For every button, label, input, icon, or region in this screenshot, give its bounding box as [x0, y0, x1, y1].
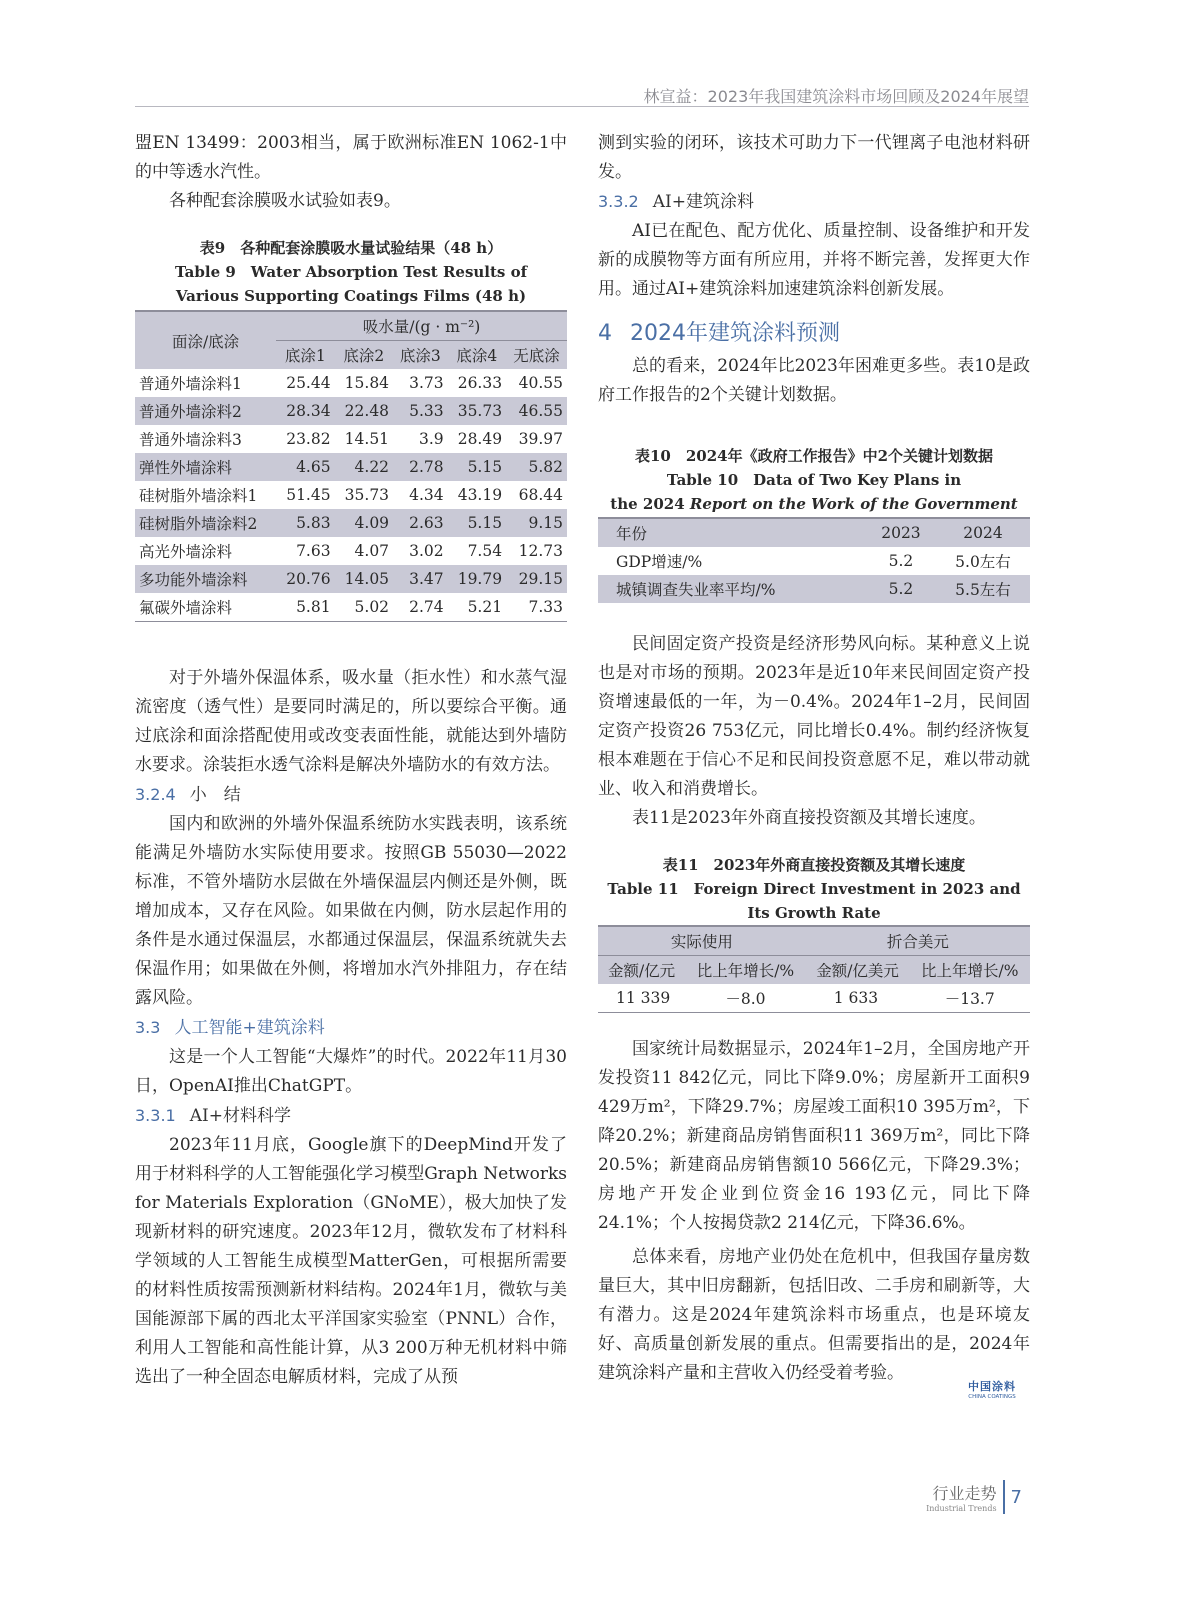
paragraph: 总的看来，2024年比2023年困难更多些。表10是政府工作报告的2个关键计划数据。: [598, 356, 1030, 405]
table-row: [135, 537, 567, 565]
col-header: 2023: [866, 518, 936, 547]
china-coatings-logo: [968, 1378, 1016, 1400]
cell: 51.45: [286, 486, 331, 504]
paragraph: 表11是2023年外商直接投资额及其增长速度。: [632, 808, 986, 828]
page-number: 7: [1010, 1486, 1022, 1508]
cell: 68.44: [518, 486, 563, 504]
col-header: 底涂3: [393, 341, 448, 370]
cell: 25.44: [286, 374, 331, 392]
cell: －8.0: [725, 990, 766, 1008]
cell: 普通外墙涂料3: [139, 431, 242, 449]
section-heading-3-3-2: [598, 187, 1030, 217]
section-title: 人工智能+建筑涂料: [174, 1018, 325, 1038]
paragraph: 测到实验的闭环，该技术可助力下一代锂离子电池材料研发。: [598, 133, 1030, 182]
cell: 5.5左右: [936, 575, 1030, 603]
caption-cn: 表11 2023年外商直接投资额及其增长速度: [662, 856, 966, 874]
cell: 23.82: [286, 430, 331, 448]
caption-italic: Report on the Work of the Government: [689, 495, 1018, 513]
cell: 普通外墙涂料1: [139, 375, 242, 393]
section-title: 2024年建筑涂料预测: [630, 321, 840, 346]
cell: 硅树脂外墙涂料2: [135, 509, 276, 537]
caption-en: Table 10 Data of Two Key Plans in: [666, 471, 962, 489]
cell: 4.34: [409, 486, 444, 504]
right-top: [598, 129, 1030, 410]
cell: 11 339: [616, 989, 671, 1007]
cell: 2.78: [393, 453, 448, 481]
footer: [926, 1480, 1022, 1514]
cell: 5.21: [467, 598, 503, 616]
footer-divider: [1003, 1480, 1005, 1514]
cell: 3.9: [418, 430, 444, 448]
cell: 28.49: [457, 430, 503, 448]
table9-caption: [135, 236, 567, 308]
table-row: [135, 509, 567, 537]
caption-cn: 表9 各种配套涂膜吸水量试验结果（48 h）: [199, 239, 503, 257]
cell: 城镇调查失业率平均/%: [598, 575, 866, 603]
section-number: 4: [598, 321, 612, 346]
cell: 4.07: [354, 542, 390, 560]
cell: 5.81: [296, 598, 331, 616]
cell: 35.73: [344, 486, 390, 504]
cell: 20.76: [276, 565, 334, 593]
running-title: 林宣益：2023年我国建筑涂料市场回顾及2024年展望: [643, 87, 1029, 106]
cell: 22.48: [335, 397, 393, 425]
cell: 7.33: [528, 598, 563, 616]
cell: 14.51: [344, 430, 390, 448]
col-header: 底涂4: [448, 341, 506, 370]
paragraph: 2023年11月底，Google旗下的DeepMind开发了用于材料科学的人工智能强化学习模型Graph Networks for Materials Exploration（GNoME），极大加快了发现新材料的研究速度。2023年12月，微软发布了材料科学领域的人工智能生成模型MatterGen，可根据所需要的材料性质按需预测新材料结构。2024年1月，微软与美国能源部下属的西北太平洋国家实验室（PNNL）合作，利用人工智能和高性能计算，从3 200万种无机材料中筛选出了一种全固态电解质材料，完成了从预: [135, 1135, 567, 1387]
cell: 15.84: [344, 374, 390, 392]
table-row: [135, 481, 567, 509]
group-header: 实际使用: [598, 926, 806, 956]
cell: 普通外墙涂料2: [135, 397, 276, 425]
right-bottom: [598, 1035, 1030, 1388]
col-header: 金额/亿美元: [806, 956, 910, 985]
cell: 9.15: [506, 509, 567, 537]
paragraph: 国内和欧洲的外墙外保温系统防水实践表明，该系统能满足外墙防水实际使用要求。按照GB 55030—2022标准，不管外墙防水层做在外墙保温层内侧还是外侧，既增加成本，又存在风险。如果做在内侧，防水层起作用的条件是水通过保温层，水都通过保温层，保温系统就失去保温作用；如果做在外侧，将增加水汽外排阻力，存在结露风险。: [135, 814, 567, 1008]
table-row: [598, 984, 1030, 1013]
cell: 39.97: [518, 430, 563, 448]
paragraph: 总体来看，房地产业仍处在危机中，但我国存量房数量巨大，其中旧房翻新，包括旧改、二手房和刷新等，大有潜力。这是2024年建筑涂料市场重点，也是环境友好、高质量创新发展的重点。但需要指出的是，2024年建筑涂料产量和主营收入仍经受着考验。: [598, 1247, 1030, 1383]
paragraph: 国家统计局数据显示，2024年1–2月，全国房地产开发投资11 842亿元，同比下降9.0%；房屋新开工面积9 429万m²，下降29.7%；房屋竣工面积10 395万m²，下降20.2%；新建商品房销售面积11 369万m²，同比下降20.5%；新建商品房销售额10 566亿元，下降29.3%；房地产开发企业到位资金16 193亿元，同比下降24.1%；个人按揭贷款2 214亿元，下降36.6%。: [598, 1039, 1030, 1233]
cell: 5.82: [506, 453, 567, 481]
table-row: [598, 547, 1030, 575]
col-header: 年份: [598, 518, 866, 547]
cell: 40.55: [518, 374, 563, 392]
col-header: 比上年增长/%: [685, 956, 806, 985]
cell: 5.15: [448, 509, 506, 537]
caption-en-2: [598, 492, 1030, 516]
caption-en: Table 11 Foreign Direct Investment in 2023 and Its Growth Rate: [607, 880, 1021, 922]
cell: GDP增速/%: [616, 553, 703, 571]
section-title: AI+建筑涂料: [652, 192, 754, 212]
col-header: 金额/亿元: [598, 956, 685, 985]
caption-en: Table 9 Water Absorption Test Results of Various Supporting Coatings Films (48 h): [174, 263, 528, 305]
section-number: 3.3.1: [135, 1106, 176, 1125]
footer-section-cn: 行业走势: [932, 1484, 997, 1503]
cell: 3.02: [409, 542, 444, 560]
section-number: 3.2.4: [135, 785, 176, 804]
section-heading-3-3: [135, 1013, 567, 1043]
cell: 多功能外墙涂料: [135, 565, 276, 593]
logo-en: CHINA COATINGS: [968, 1394, 1016, 1400]
table11-caption: [598, 853, 1030, 925]
group-header: 吸水量/(g · m⁻²): [276, 311, 567, 341]
cell: 5.83: [276, 509, 334, 537]
cell: 46.55: [506, 397, 567, 425]
left-intro: [135, 129, 567, 216]
caption-cn: 表10 2024年《政府工作报告》中2个关键计划数据: [634, 447, 994, 465]
left-body: [135, 664, 567, 1392]
section-title: AI+材料科学: [189, 1106, 291, 1126]
section-number: 3.3.2: [598, 192, 639, 211]
caption-part: the 2024: [610, 495, 690, 513]
cell: 28.34: [276, 397, 334, 425]
table-row: [135, 453, 567, 481]
table11: [598, 925, 1030, 1013]
cell: 12.73: [518, 542, 563, 560]
table9: [135, 310, 567, 622]
section-heading-4: [598, 316, 1030, 352]
cell: 5.2: [866, 575, 936, 603]
cell: 4.22: [335, 453, 393, 481]
cell: 硅树脂外墙涂料1: [139, 487, 258, 505]
paragraph: 民间固定资产投资是经济形势风向标。某种意义上说也是对市场的预期。2023年是近10年来民间固定资产投资增速最低的一年，为－0.4%。2024年1–2月，民间固定资产投资26 753亿元，同比增长0.4%。制约经济恢复根本难题在于信心不足和民间投资意愿不足，难以带动就业、收入和消费增长。: [598, 634, 1030, 799]
cell: 19.79: [448, 565, 506, 593]
table-row: [135, 593, 567, 622]
table-row: [135, 425, 567, 453]
table-row: [598, 575, 1030, 603]
cell: 5.33: [393, 397, 448, 425]
section-number: 3.3: [135, 1018, 161, 1037]
cell: 29.15: [506, 565, 567, 593]
cell: 氟碳外墙涂料: [139, 599, 233, 617]
group-header: 折合美元: [806, 926, 1030, 956]
paragraph: 盟EN 13499：2003相当，属于欧洲标准EN 1062-1中的中等透水汽性。: [135, 133, 567, 182]
table10: [598, 517, 1030, 603]
cell: 1 633: [833, 989, 879, 1007]
right-mid: [598, 630, 1030, 833]
cell: 4.65: [276, 453, 334, 481]
cell: 5.15: [448, 453, 506, 481]
cell: －13.7: [944, 990, 995, 1008]
cell: 43.19: [457, 486, 503, 504]
cell: 7.63: [296, 542, 331, 560]
cell: 5.02: [354, 598, 390, 616]
col-header: 无底涂: [506, 341, 567, 370]
cell: 5.0左右: [955, 553, 1011, 571]
table10-caption: [598, 444, 1030, 516]
cell: 7.54: [467, 542, 503, 560]
section-title: 小 结: [189, 785, 241, 805]
row-header: 面涂/底涂: [135, 311, 276, 369]
cell: 4.09: [335, 509, 393, 537]
table-row: [135, 565, 567, 593]
cell: 高光外墙涂料: [139, 543, 233, 561]
logo-cn: 中国涂料: [968, 1380, 1016, 1393]
cell: 2.74: [409, 598, 444, 616]
cell: 5.2: [888, 552, 914, 570]
cell: 2.63: [393, 509, 448, 537]
footer-section-en: Industrial Trends: [926, 1504, 997, 1513]
cell: 14.05: [335, 565, 393, 593]
col-header: 底涂2: [335, 341, 393, 370]
cell: 3.47: [393, 565, 448, 593]
header-divider: [135, 106, 1029, 107]
paragraph: 对于外墙外保温体系，吸水量（拒水性）和水蒸气湿流密度（透气性）是要同时满足的，所以要综合平衡。通过底涂和面涂搭配使用或改变表面性能，就能达到外墙防水要求。涂装拒水透气涂料是解决外墙防水的有效方法。: [135, 668, 567, 775]
cell: 3.73: [409, 374, 444, 392]
col-header: 比上年增长/%: [909, 956, 1030, 985]
paragraph: 各种配套涂膜吸水试验如表9。: [169, 191, 401, 211]
col-header: 底涂1: [276, 341, 334, 370]
section-heading-3-2-4: [135, 780, 567, 810]
cell: 弹性外墙涂料: [135, 453, 276, 481]
paragraph: 这是一个人工智能“大爆炸”的时代。2022年11月30日，OpenAI推出ChatGPT。: [135, 1047, 567, 1096]
paragraph: AI已在配色、配方优化、质量控制、设备维护和开发新的成膜物等方面有所应用，并将不断完善，发挥更大作用。通过AI+建筑涂料加速建筑涂料创新发展。: [598, 221, 1030, 299]
cell: 35.73: [448, 397, 506, 425]
section-heading-3-3-1: [135, 1101, 567, 1131]
col-header: 2024: [936, 518, 1030, 547]
table-row: [135, 397, 567, 425]
cell: 26.33: [457, 374, 503, 392]
table-row: [135, 369, 567, 397]
